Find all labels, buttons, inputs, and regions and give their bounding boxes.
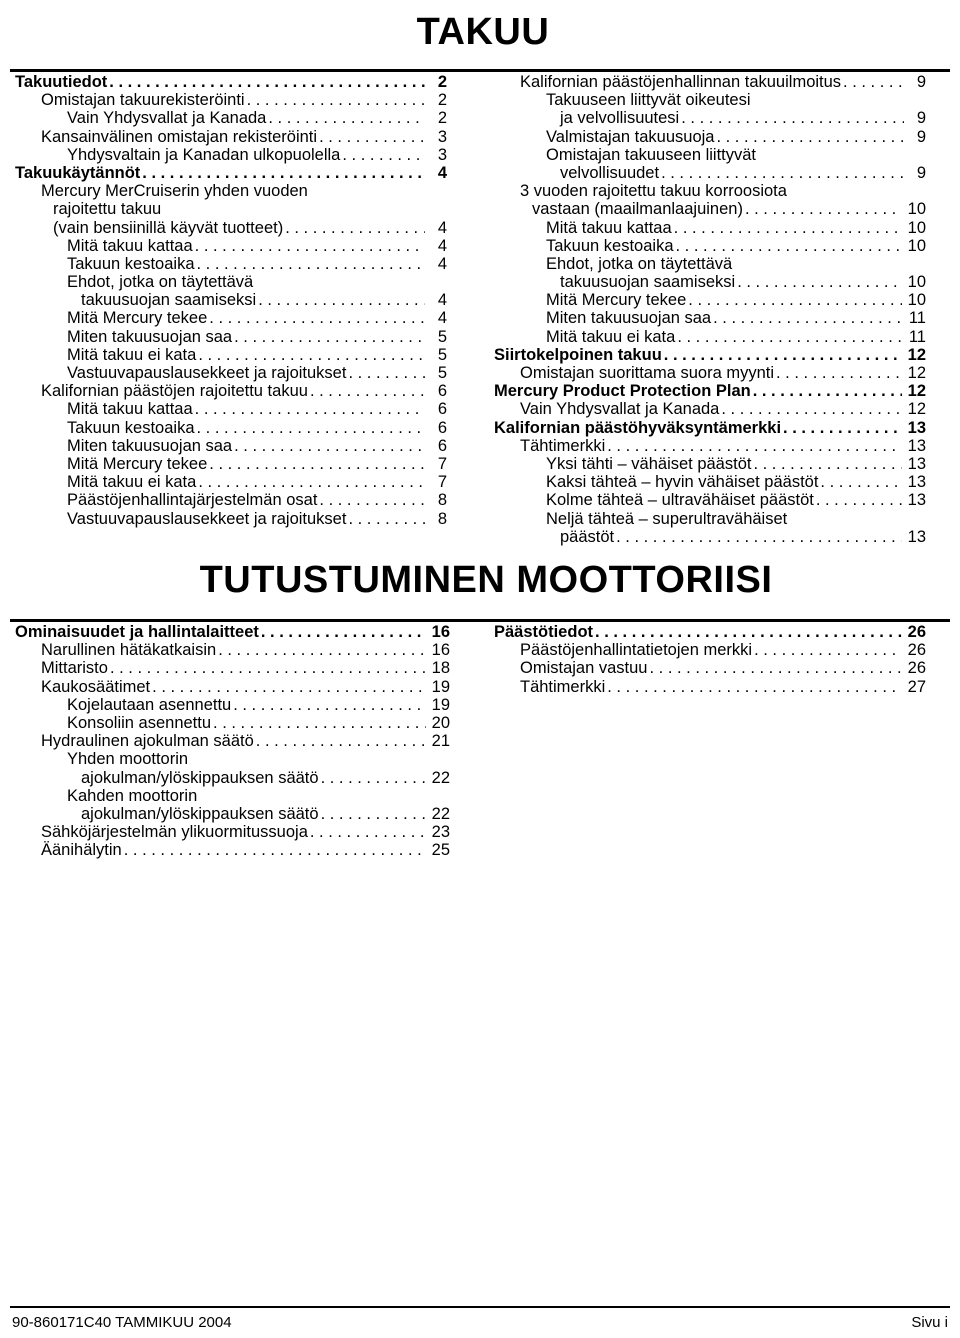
toc-entry-title: Yksi tähti – vähäiset päästöt xyxy=(546,454,752,473)
toc-entry-page: 4 xyxy=(437,236,447,255)
toc-entry xyxy=(15,678,450,696)
toc-entry-title: Ehdot, jotka on täytettävä xyxy=(67,273,254,292)
toc-entry xyxy=(494,182,926,200)
toc-entry-title: Mitä takuu ei kata xyxy=(546,327,676,346)
divider-rule xyxy=(10,619,950,622)
toc-entry xyxy=(15,91,447,109)
dot-leader xyxy=(753,455,901,473)
dot-leader xyxy=(197,255,426,273)
toc-entry xyxy=(494,473,926,491)
toc-entry-title: Takuutiedot xyxy=(15,73,108,91)
dot-leader xyxy=(261,623,426,641)
toc-entry-page: 21 xyxy=(431,732,450,751)
toc-entry xyxy=(15,182,447,200)
toc-entry-title: Mitä Mercury tekee xyxy=(67,309,208,328)
doc-code: 90-860171C40 TAMMIKUU 2004 xyxy=(12,1314,232,1331)
toc-entry-page: 10 xyxy=(907,200,926,219)
toc-entry xyxy=(15,382,447,400)
toc-entry-title: ajokulman/ylöskippauksen säätö xyxy=(81,768,319,787)
toc-entry xyxy=(15,328,447,346)
toc-entry-title: Päästöjenhallintajärjestelmän osat xyxy=(67,491,318,510)
toc-entry-title: Päästötiedot xyxy=(494,623,594,641)
toc-entry-page: 13 xyxy=(907,473,926,492)
toc-entry xyxy=(15,787,450,805)
toc-entry xyxy=(494,273,926,291)
toc-entry-title: Kolme tähteä – ultravähäiset päästöt xyxy=(546,491,814,510)
toc-entry xyxy=(494,437,926,455)
toc-entry-page: 5 xyxy=(437,364,447,382)
toc-entry-page: 5 xyxy=(437,345,447,364)
toc-entry-title: Neljä tähteä – superultravähäiset xyxy=(546,509,788,528)
dot-leader xyxy=(661,164,904,182)
toc-entry-page: 9 xyxy=(916,127,926,146)
page-number: Sivu i xyxy=(911,1314,948,1331)
dot-leader xyxy=(716,128,904,146)
toc-entry-title: Takuun kestoaika xyxy=(67,418,195,437)
dot-leader xyxy=(209,309,425,327)
toc-entry xyxy=(15,164,447,182)
dot-leader xyxy=(234,328,425,346)
toc-entry-title: Takuun kestoaika xyxy=(67,254,195,273)
toc-entry xyxy=(494,146,926,164)
dot-leader xyxy=(649,659,901,677)
toc-entry-page: 2 xyxy=(437,73,447,91)
toc-entry-page: 25 xyxy=(431,841,450,860)
toc-entry-title: Omistajan takuurekisteröinti xyxy=(41,91,245,110)
dot-leader xyxy=(745,200,902,218)
toc-entry xyxy=(494,255,926,273)
dot-leader xyxy=(737,273,901,291)
dot-leader xyxy=(816,491,902,509)
dot-leader xyxy=(258,291,425,309)
dot-leader xyxy=(607,678,901,696)
toc-entry-page: 12 xyxy=(907,400,926,419)
dot-leader xyxy=(197,419,426,437)
dot-leader xyxy=(209,455,425,473)
toc-column-moottori-right xyxy=(494,623,926,696)
toc-entry-title: Mitä takuu ei kata xyxy=(67,473,197,492)
toc-entry-title: Äänihälytin xyxy=(41,841,122,860)
toc-entry-page: 9 xyxy=(916,109,926,128)
toc-entry-title: Mitä Mercury tekee xyxy=(67,454,208,473)
dot-leader xyxy=(285,219,425,237)
toc-entry-title: Kalifornian päästöjen rajoitettu takuu xyxy=(41,382,308,401)
toc-entry-title: Mitä Mercury tekee xyxy=(546,291,687,310)
toc-entry-title: Kalifornian päästöhyväksyntämerkki xyxy=(494,418,782,437)
toc-entry-page: 23 xyxy=(431,823,450,842)
dot-leader xyxy=(124,841,426,859)
toc-entry xyxy=(15,128,447,146)
toc-entry xyxy=(15,805,450,823)
toc-entry-title: Sähköjärjestelmän ylikuormitussuoja xyxy=(41,823,308,842)
dot-leader xyxy=(681,109,904,127)
toc-entry-title: ja velvollisuutesi xyxy=(560,109,680,128)
dot-leader xyxy=(110,659,426,677)
toc-entry-page: 5 xyxy=(437,327,447,346)
dot-leader xyxy=(677,328,903,346)
toc-entry-page: 10 xyxy=(907,273,926,292)
toc-entry-title: Mercury Product Protection Plan xyxy=(494,382,751,401)
toc-entry-page: 7 xyxy=(437,454,447,473)
toc-entry-page: 6 xyxy=(437,382,447,401)
toc-entry-page: 12 xyxy=(907,364,926,382)
toc-entry xyxy=(15,419,447,437)
toc-entry xyxy=(15,696,450,714)
toc-entry-title: Mercury MerCruiserin yhden vuoden xyxy=(41,182,308,201)
toc-entry-title: Tähtimerkki xyxy=(520,436,606,455)
toc-entry-title: Ehdot, jotka on täytettävä xyxy=(546,254,733,273)
dot-leader xyxy=(843,73,904,91)
toc-entry xyxy=(15,641,450,659)
toc-entry-page: 13 xyxy=(907,491,926,510)
toc-entry-title: Hydraulinen ajokulman säätö xyxy=(41,732,254,751)
dot-leader xyxy=(195,400,425,418)
dot-leader xyxy=(721,400,901,418)
toc-entry-page: 12 xyxy=(907,345,926,364)
toc-entry xyxy=(15,841,450,859)
toc-entry xyxy=(15,346,447,364)
toc-entry xyxy=(494,200,926,218)
dot-leader xyxy=(820,473,901,491)
toc-entry xyxy=(15,364,447,382)
toc-entry xyxy=(494,164,926,182)
dot-leader xyxy=(310,382,425,400)
toc-entry-page: 12 xyxy=(907,382,926,401)
toc-entry-page: 19 xyxy=(431,695,450,714)
toc-entry-title: Mitä takuu ei kata xyxy=(67,345,197,364)
dot-leader xyxy=(342,146,425,164)
toc-column-takuu-left xyxy=(15,73,447,528)
dot-leader xyxy=(319,491,425,509)
toc-entry-page: 4 xyxy=(437,291,447,310)
toc-entry-title: Vastuuvapauslausekkeet ja rajoitukset xyxy=(67,364,347,382)
toc-entry xyxy=(494,400,926,418)
toc-entry-title: Omistajan vastuu xyxy=(520,659,648,678)
toc-entry-title: Konsoliin asennettu xyxy=(67,713,212,732)
toc-entry-page: 4 xyxy=(437,309,447,328)
toc-entry-title: Omistajan suorittama suora myynti xyxy=(520,364,775,382)
toc-entry xyxy=(15,273,447,291)
dot-leader xyxy=(198,473,425,491)
toc-entry-title: Siirtokelpoinen takuu xyxy=(494,345,662,364)
dot-leader xyxy=(616,528,902,546)
toc-entry xyxy=(15,309,447,327)
toc-entry xyxy=(494,382,926,400)
toc-entry xyxy=(494,237,926,255)
toc-entry-title: Vastuuvapauslausekkeet ja rajoitukset xyxy=(67,509,347,528)
toc-entry xyxy=(15,437,447,455)
toc-entry xyxy=(15,291,447,309)
toc-entry xyxy=(15,255,447,273)
dot-leader xyxy=(348,510,425,528)
toc-entry xyxy=(494,641,926,659)
footer-rule xyxy=(10,1306,950,1308)
dot-leader xyxy=(195,237,425,255)
toc-entry-title: Yhden moottorin xyxy=(67,750,189,769)
toc-entry-page: 16 xyxy=(431,623,450,641)
dot-leader xyxy=(676,237,902,255)
dot-leader xyxy=(319,128,425,146)
toc-entry xyxy=(494,219,926,237)
toc-entry-page: 13 xyxy=(907,418,926,437)
toc-entry xyxy=(15,491,447,509)
toc-entry-page: 22 xyxy=(431,804,450,823)
toc-entry-page: 6 xyxy=(437,436,447,455)
toc-entry-title: rajoitettu takuu xyxy=(53,200,162,219)
toc-entry-title: Mittaristo xyxy=(41,659,108,678)
toc-entry xyxy=(494,659,926,677)
toc-entry-page: 10 xyxy=(907,218,926,237)
toc-entry xyxy=(15,732,450,750)
toc-entry-title: Miten takuusuojan saa xyxy=(67,327,233,346)
dot-leader xyxy=(321,769,426,787)
dot-leader xyxy=(595,623,902,641)
toc-entry xyxy=(494,291,926,309)
toc-entry-page: 8 xyxy=(437,491,447,510)
dot-leader xyxy=(268,109,425,127)
toc-entry xyxy=(15,219,447,237)
toc-entry-title: Miten takuusuojan saa xyxy=(67,436,233,455)
toc-entry-page: 6 xyxy=(437,418,447,437)
toc-entry xyxy=(494,109,926,127)
toc-entry xyxy=(494,623,926,641)
toc-entry-title: Takuuseen liittyvät oikeutesi xyxy=(546,91,751,110)
toc-entry-title: Kahden moottorin xyxy=(67,786,198,805)
dot-leader xyxy=(213,714,426,732)
toc-entry-title: Tähtimerkki xyxy=(520,677,606,696)
toc-entry-title: Ominaisuudet ja hallintalaitteet xyxy=(15,623,259,641)
toc-entry xyxy=(15,769,450,787)
toc-entry-title: takuusuojan saamiseksi xyxy=(81,291,257,310)
toc-entry-page: 13 xyxy=(907,454,926,473)
toc-entry-page: 2 xyxy=(437,91,447,110)
toc-entry xyxy=(15,510,447,528)
dot-leader xyxy=(753,382,902,400)
toc-entry-title: Omistajan takuuseen liittyvät xyxy=(546,145,757,164)
toc-entry-title: Päästöjenhallintatietojen merkki xyxy=(520,641,753,660)
toc-entry-page: 6 xyxy=(437,400,447,419)
toc-entry xyxy=(494,510,926,528)
toc-entry-page: 2 xyxy=(437,109,447,128)
toc-entry-page: 26 xyxy=(907,623,926,641)
toc-entry xyxy=(494,91,926,109)
toc-entry xyxy=(494,678,926,696)
dot-leader xyxy=(142,164,425,182)
toc-entry-title: Mitä takuu kattaa xyxy=(67,400,193,419)
toc-entry xyxy=(494,346,926,364)
toc-entry-page: 9 xyxy=(916,73,926,91)
toc-entry-title: takuusuojan saamiseksi xyxy=(560,273,736,292)
toc-entry-page: 27 xyxy=(907,677,926,696)
toc-entry-page: 20 xyxy=(431,713,450,732)
toc-entry-title: (vain bensiinillä käyvät tuotteet) xyxy=(53,218,284,237)
toc-entry-title: Takuun kestoaika xyxy=(546,236,674,255)
toc-entry-page: 13 xyxy=(907,436,926,455)
toc-entry-page: 4 xyxy=(437,163,447,182)
toc-entry xyxy=(494,364,926,382)
dot-leader xyxy=(674,219,902,237)
toc-entry xyxy=(15,714,450,732)
dot-leader xyxy=(152,678,425,696)
dot-leader xyxy=(776,364,902,382)
toc-entry-title: Kalifornian päästöjenhallinnan takuuilmoitus xyxy=(520,73,842,91)
toc-entry xyxy=(15,73,447,91)
section-title-tutustuminen: TUTUSTUMINEN MOOTTORIISI xyxy=(199,559,773,601)
toc-entry-page: 13 xyxy=(907,527,926,546)
dot-leader xyxy=(256,732,426,750)
section-title-takuu: TAKUU xyxy=(416,11,550,53)
toc-entry xyxy=(494,128,926,146)
toc-entry xyxy=(15,200,447,218)
toc-entry-title: Narullinen hätäkatkaisin xyxy=(41,641,217,660)
toc-entry xyxy=(15,659,450,677)
toc-entry xyxy=(15,400,447,418)
dot-leader xyxy=(198,346,425,364)
toc-entry-page: 3 xyxy=(437,127,447,146)
toc-entry xyxy=(15,473,447,491)
toc-entry-title: päästöt xyxy=(560,527,615,546)
toc-entry xyxy=(494,309,926,327)
dot-leader xyxy=(321,805,426,823)
toc-entry-page: 4 xyxy=(437,254,447,273)
toc-entry xyxy=(494,455,926,473)
toc-entry-page: 11 xyxy=(908,309,926,328)
toc-entry-title: Mitä takuu kattaa xyxy=(546,218,672,237)
toc-entry-title: 3 vuoden rajoitettu takuu korroosiota xyxy=(520,182,787,201)
toc-entry-page: 9 xyxy=(916,163,926,182)
toc-entry-title: ajokulman/ylöskippauksen säätö xyxy=(81,804,319,823)
toc-column-moottori-left xyxy=(15,623,450,859)
toc-entry-page: 16 xyxy=(431,641,450,660)
toc-entry-title: vastaan (maailmanlaajuinen) xyxy=(532,200,743,219)
toc-entry-page: 18 xyxy=(431,659,450,678)
dot-leader xyxy=(783,419,902,437)
dot-leader xyxy=(247,91,425,109)
toc-entry-title: Kaksi tähteä – hyvin vähäiset päästöt xyxy=(546,473,819,492)
toc-column-takuu-right xyxy=(494,73,926,546)
toc-entry-page: 26 xyxy=(907,641,926,660)
toc-entry-page: 7 xyxy=(437,473,447,492)
toc-entry-page: 11 xyxy=(908,327,926,346)
dot-leader xyxy=(233,696,425,714)
toc-entry-page: 19 xyxy=(431,677,450,696)
dot-leader xyxy=(310,823,426,841)
toc-entry xyxy=(15,823,450,841)
toc-entry xyxy=(15,455,447,473)
toc-entry-title: Miten takuusuojan saa xyxy=(546,309,712,328)
dot-leader xyxy=(664,346,902,364)
dot-leader xyxy=(607,437,901,455)
toc-entry-title: Valmistajan takuusuoja xyxy=(546,127,715,146)
dot-leader xyxy=(218,641,425,659)
toc-entry-page: 10 xyxy=(907,236,926,255)
toc-entry xyxy=(494,491,926,509)
toc-entry-title: Takuukäytännöt xyxy=(15,163,141,182)
dot-leader xyxy=(348,364,425,382)
toc-entry xyxy=(15,623,450,641)
toc-entry xyxy=(494,328,926,346)
toc-entry-page: 10 xyxy=(907,291,926,310)
toc-entry-title: Mitä takuu kattaa xyxy=(67,236,193,255)
toc-entry xyxy=(15,146,447,164)
toc-entry-page: 26 xyxy=(907,659,926,678)
dot-leader xyxy=(688,291,901,309)
toc-entry-title: Kansainvälinen omistajan rekisteröinti xyxy=(41,127,318,146)
toc-entry-page: 4 xyxy=(437,218,447,237)
dot-leader xyxy=(754,641,902,659)
toc-entry-title: Kaukosäätimet xyxy=(41,677,151,696)
toc-entry xyxy=(15,237,447,255)
divider-rule xyxy=(10,69,950,72)
toc-entry-title: Vain Yhdysvallat ja Kanada xyxy=(520,400,720,419)
toc-entry-title: Kojelautaan asennettu xyxy=(67,695,232,714)
toc-entry-title: Vain Yhdysvallat ja Kanada xyxy=(67,109,267,128)
toc-entry-page: 8 xyxy=(437,509,447,528)
dot-leader xyxy=(713,309,903,327)
dot-leader xyxy=(109,73,425,91)
toc-entry xyxy=(15,750,450,768)
toc-entry-page: 3 xyxy=(437,145,447,164)
toc-entry xyxy=(15,109,447,127)
toc-entry xyxy=(494,419,926,437)
toc-entry xyxy=(494,528,926,546)
toc-entry-title: Yhdysvaltain ja Kanadan ulkopuolella xyxy=(67,145,341,164)
toc-entry xyxy=(494,73,926,91)
toc-entry-title: velvollisuudet xyxy=(560,163,660,182)
toc-entry-page: 22 xyxy=(431,768,450,787)
dot-leader xyxy=(234,437,425,455)
